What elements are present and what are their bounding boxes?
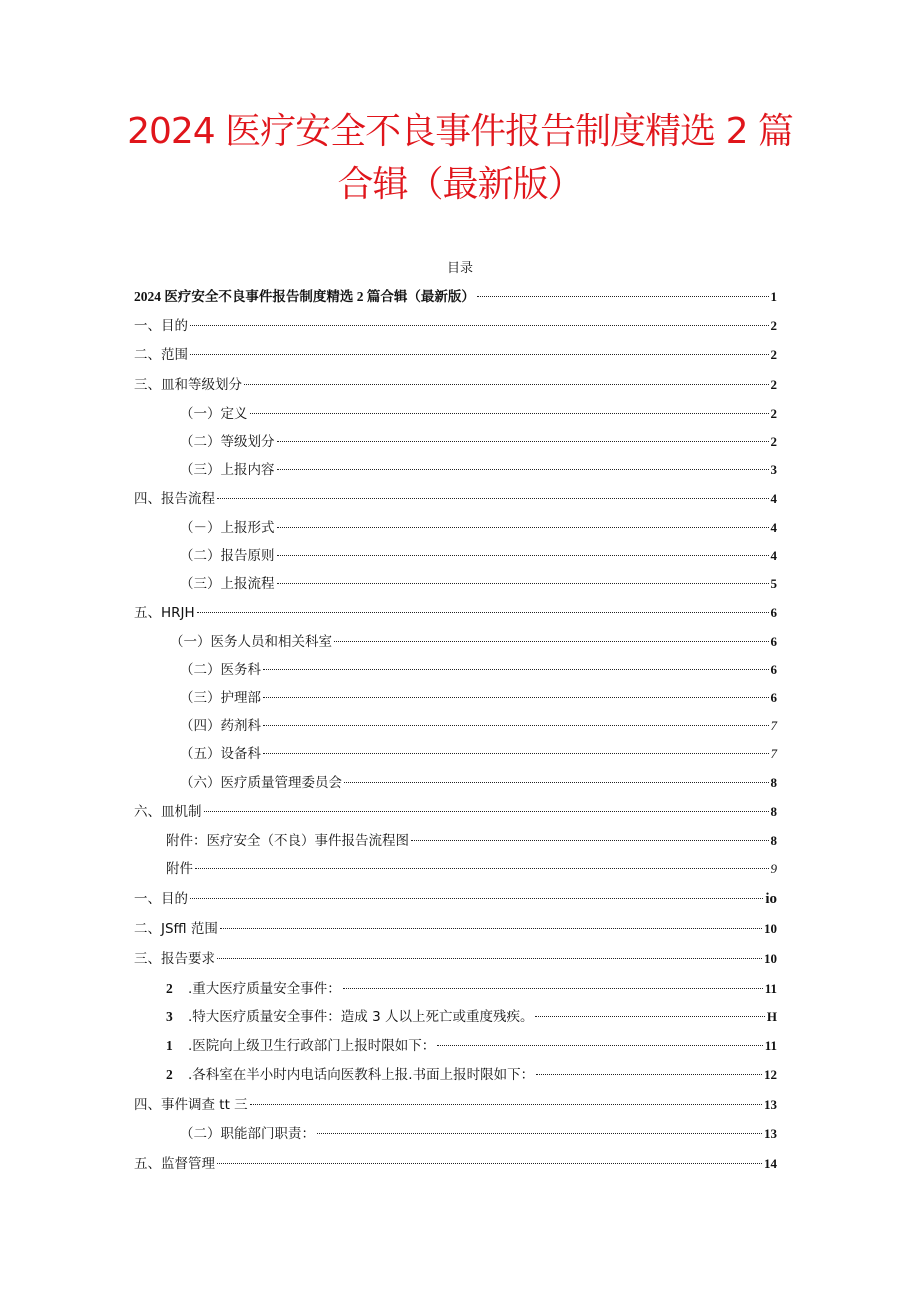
- toc-entry-title: 2024 医疗安全不良事件报告制度精选 2 篇合辑（最新版）: [134, 289, 475, 304]
- toc-entry-number: 1: [166, 1038, 173, 1053]
- toc-entry-page: 8: [770, 833, 777, 848]
- toc-leader-dots: [334, 641, 769, 642]
- toc-entry-title: 五、监督管理: [134, 1156, 215, 1172]
- document-title-line2: 合辑（最新版）: [337, 164, 583, 205]
- toc-entry-page: 10: [764, 921, 777, 936]
- toc-entry[interactable]: [134, 344, 777, 366]
- toc-entry-title: 附件：医疗安全（不良）事件报告流程图: [166, 833, 409, 849]
- toc-entry-page: 13: [764, 1097, 777, 1112]
- toc-entry-title: 四、事件调查 tt 三: [134, 1097, 248, 1113]
- toc-entry-title: .医院向上级卫生行政部门上报时限如下：: [188, 1038, 436, 1054]
- toc-entry-number: 2: [166, 1067, 173, 1082]
- toc-leader-dots: [277, 527, 769, 528]
- toc-entry-page: 7: [770, 746, 777, 761]
- toc-leader-dots: [244, 384, 769, 385]
- toc-entry-title: 三、报告要求: [134, 951, 215, 967]
- toc-entry[interactable]: [166, 830, 777, 852]
- toc-entry-title: 四、报告流程: [134, 491, 215, 507]
- toc-entry-title: （一）医务人员和相关科室: [170, 634, 332, 650]
- toc-leader-dots: [477, 296, 769, 297]
- toc-leader-dots: [317, 1133, 762, 1134]
- toc-entry-title: （二）职能部门职责：: [180, 1126, 315, 1142]
- toc-entry-page: 4: [770, 520, 777, 535]
- toc-entry-page: 3: [770, 462, 777, 477]
- toc-entry-page: H: [766, 1009, 777, 1024]
- toc-entry-title: （－）上报形式: [180, 520, 275, 536]
- toc-entry-title: （一）定义: [180, 406, 248, 422]
- toc-entry-page: 1: [770, 289, 777, 304]
- toc-entry[interactable]: [134, 286, 777, 308]
- toc-leader-dots: [190, 325, 769, 326]
- toc-entry[interactable]: [134, 602, 777, 624]
- toc-entry-page: 2: [770, 318, 777, 333]
- toc-leader-dots: [437, 1045, 762, 1046]
- toc-leader-dots: [195, 868, 769, 869]
- toc-entry-number: 2: [166, 981, 173, 996]
- toc-entry-page: 8: [770, 775, 777, 790]
- toc-leader-dots: [277, 469, 769, 470]
- toc-entry-title: （六）医疗质量管理委员会: [180, 775, 342, 791]
- toc-entry[interactable]: [180, 772, 777, 794]
- toc-entry-page: 2: [770, 347, 777, 362]
- toc-entry[interactable]: [134, 801, 777, 823]
- toc-leader-dots: [277, 555, 769, 556]
- toc-entry-title: 一、目的: [134, 318, 188, 334]
- toc-leader-dots: [190, 898, 763, 899]
- toc-entry-page: 4: [770, 548, 777, 563]
- toc-entry-title: 一、目的: [134, 891, 188, 907]
- toc-leader-dots: [343, 988, 763, 989]
- toc-leader-dots: [344, 782, 769, 783]
- toc-leader-dots: [217, 958, 762, 959]
- toc-leader-dots: [263, 697, 769, 698]
- toc-leader-dots: [263, 669, 769, 670]
- toc-entry-title: （二）报告原则: [180, 548, 275, 564]
- toc-entry[interactable]: [166, 858, 777, 880]
- toc-entry-title: .重大医疗质量安全事件：: [188, 981, 341, 997]
- toc-heading: 目录: [446, 261, 473, 276]
- toc-entry[interactable]: [180, 459, 777, 481]
- toc-entry[interactable]: [134, 315, 777, 337]
- toc-entry-title: （五）设备科: [180, 746, 261, 762]
- toc-entry[interactable]: [134, 918, 777, 940]
- toc-entry[interactable]: [180, 573, 777, 595]
- toc-leader-dots: [217, 498, 769, 499]
- toc-entry[interactable]: [180, 517, 777, 539]
- toc-entry[interactable]: [134, 488, 777, 510]
- toc-leader-dots: [220, 928, 762, 929]
- toc-entry-page: 6: [770, 662, 777, 677]
- toc-entry-page: 4: [770, 491, 777, 506]
- toc-entry-page: 11: [764, 1038, 777, 1053]
- toc-entry-title: 三、皿和等级划分: [134, 377, 242, 393]
- toc-leader-dots: [197, 612, 769, 613]
- toc-entry[interactable]: [134, 948, 777, 970]
- toc-entry-page: 14: [764, 1156, 777, 1171]
- toc-entry[interactable]: [134, 1153, 777, 1175]
- toc-entry-page: 2: [770, 377, 777, 392]
- toc-leader-dots: [204, 811, 769, 812]
- toc-entry-page: 6: [770, 690, 777, 705]
- toc-entry-page: 11: [764, 981, 777, 996]
- toc-entry[interactable]: [180, 743, 777, 765]
- toc-entry-title: .特大医疗质量安全事件：造成 3 人以上死亡或重度残疾。: [188, 1009, 534, 1025]
- toc-entry[interactable]: [180, 403, 777, 425]
- toc-entry-page: 6: [770, 605, 777, 620]
- toc-entry-title: 二、范围: [134, 347, 188, 363]
- toc-leader-dots: [536, 1074, 762, 1075]
- toc-entry[interactable]: [166, 1064, 777, 1086]
- toc-entry[interactable]: [180, 1123, 777, 1145]
- toc-entry-page: 2: [770, 434, 777, 449]
- toc-entry-page: 8: [770, 804, 777, 819]
- toc-entry-page: io: [765, 891, 777, 907]
- toc-entry-page: 13: [764, 1126, 777, 1141]
- toc-leader-dots: [217, 1163, 762, 1164]
- toc-leader-dots: [277, 583, 769, 584]
- toc-leader-dots: [250, 413, 769, 414]
- toc-leader-dots: [535, 1016, 764, 1017]
- document-title-line1: 2024 医疗安全不良事件报告制度精选 2 篇: [127, 111, 793, 152]
- toc-leader-dots: [277, 441, 769, 442]
- toc-entry-title: （二）医务科: [180, 662, 261, 678]
- toc-entry[interactable]: [134, 1094, 777, 1116]
- toc-entry[interactable]: [170, 631, 777, 653]
- toc-entry[interactable]: [166, 1035, 777, 1057]
- toc-entry-page: 12: [764, 1067, 777, 1082]
- toc-entry[interactable]: [166, 1006, 777, 1028]
- toc-entry-page: 6: [770, 634, 777, 649]
- toc-entry-title: （二）等级划分: [180, 434, 275, 450]
- toc-entry-title: .各科室在半小时内电话向医教科上报.书面上报时限如下：: [188, 1067, 535, 1083]
- toc-leader-dots: [263, 753, 769, 754]
- toc-entry[interactable]: [134, 374, 777, 396]
- toc-entry[interactable]: [166, 978, 777, 1000]
- toc-entry-title: 二、JSffl 范围: [134, 921, 218, 937]
- toc-entry-title: 附件: [166, 861, 193, 877]
- toc-entry[interactable]: [180, 431, 777, 453]
- toc-entry[interactable]: [180, 545, 777, 567]
- toc-leader-dots: [190, 354, 769, 355]
- toc-entry-title: （三）上报内容: [180, 462, 275, 478]
- toc-entry-page: 2: [770, 406, 777, 421]
- toc-leader-dots: [263, 725, 769, 726]
- toc-entry-title: 六、皿机制: [134, 804, 202, 820]
- toc-entry[interactable]: [134, 888, 777, 910]
- toc-entry[interactable]: [180, 687, 777, 709]
- toc-leader-dots: [250, 1104, 762, 1105]
- toc-entry[interactable]: [180, 715, 777, 737]
- toc-entry-page: 10: [764, 951, 777, 966]
- toc-entry[interactable]: [180, 659, 777, 681]
- toc-entry-page: 5: [770, 576, 777, 591]
- toc-entry-title: 五、HRJH: [134, 605, 195, 621]
- toc-entry-title: （四）药剂科: [180, 718, 261, 734]
- toc-entry-title: （三）上报流程: [180, 576, 275, 592]
- toc-entry-page: 7: [770, 718, 777, 733]
- toc-leader-dots: [411, 840, 769, 841]
- toc-entry-number: 3: [166, 1009, 173, 1024]
- toc-entry-page: 9: [770, 861, 777, 876]
- toc-entry-title: （三）护理部: [180, 690, 261, 706]
